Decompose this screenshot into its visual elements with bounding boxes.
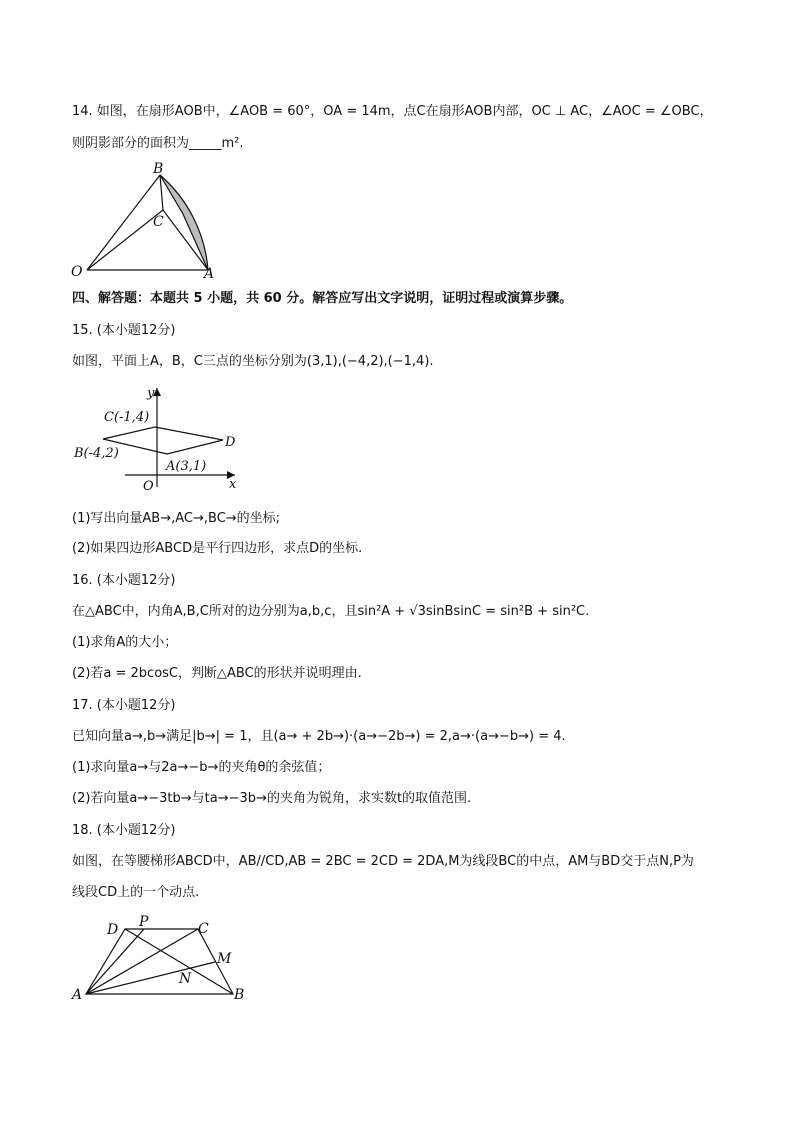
label-C: C(-1,4) — [104, 410, 150, 425]
q18-stem1: 如图，在等腰梯形ABCD中，AB//CD,AB = 2BC = 2CD = 2DA,M为线段BC的中点，AM与BD交于点N,P为 — [72, 854, 694, 869]
segment-AP — [86, 929, 144, 994]
q17-header: 17. (本小题12分) — [72, 698, 176, 713]
q15-part2: (2)如果四边形ABCD是平行四边形，求点D的坐标. — [72, 541, 363, 556]
label-x: x — [229, 477, 237, 492]
q16-part2: (2)若a = 2bcosC，判断△ABC的形状并说明理由. — [72, 666, 362, 681]
label-A: A — [72, 987, 83, 1003]
q18-header: 18. (本小题12分) — [72, 823, 176, 838]
q14-line2: 则阴影部分的面积为_____m². — [72, 136, 244, 151]
section-heading: 四、解答题：本题共 5 小题，共 60 分。解答应写出文字说明，证明过程或演算步骤。 — [72, 291, 573, 306]
q16-header: 16. (本小题12分) — [72, 573, 176, 588]
q15-stem: 如图，平面上A，B，C三点的坐标分别为(3,1),(−4,2),(−1,4). — [72, 354, 434, 369]
q14-line1: 14. 如图，在扇形AOB中，∠AOB = 60°，OA = 14m，点C在扇形AOB内部，OC ⊥ AC，∠AOC = ∠OBC， — [72, 104, 713, 119]
trapezoid-ABCD — [86, 929, 233, 994]
label-y: y — [147, 386, 155, 401]
label-D: D — [225, 435, 236, 450]
label-B: B — [153, 161, 164, 177]
q17-stem: 已知向量a→,b→满足|b→| = 1，且(a→ + 2b→)·(a→−2b→) = 2,a→·(a→−b→) = 4. — [72, 729, 566, 744]
q17-part1: (1)求向量a→与2a→−b→的夹角θ的余弦值； — [72, 760, 331, 775]
label-D: D — [107, 922, 119, 938]
trapezoid-diagram — [68, 912, 253, 1007]
label-C: C — [198, 921, 209, 937]
label-P: P — [139, 914, 149, 930]
shaded-region — [160, 175, 208, 270]
q15-part1: (1)写出向量AB→,AC→,BC→的坐标; — [72, 511, 281, 526]
label-N: N — [179, 971, 192, 987]
sector-diagram — [65, 158, 230, 280]
parallelogram-ABCD — [103, 427, 223, 454]
q15-header: 15. (本小题12分) — [72, 323, 176, 338]
label-A: A — [204, 266, 215, 280]
segment-OC — [87, 210, 163, 270]
label-C: C — [153, 214, 164, 230]
q16-stem: 在△ABC中，内角A,B,C所对的边分别为a,b,c，且sin²A + √3sinBsinC = sin²B + sin²C. — [72, 604, 590, 619]
label-B: B — [234, 987, 245, 1003]
q16-part1: (1)求角A的大小； — [72, 635, 178, 650]
q17-part2: (2)若向量a→−3tb→与ta→−3b→的夹角为锐角，求实数t的取值范围. — [72, 791, 472, 806]
label-B: B(-4,2) — [74, 446, 119, 461]
label-O: O — [71, 264, 83, 280]
segment-OB — [87, 175, 160, 270]
label-O: O — [143, 479, 154, 494]
segment-AM — [86, 962, 215, 994]
q18-stem2: 线段CD上的一个动点. — [72, 885, 200, 900]
coordinate-diagram — [70, 382, 245, 494]
label-A: A(3,1) — [166, 459, 207, 474]
label-M: M — [217, 951, 232, 967]
